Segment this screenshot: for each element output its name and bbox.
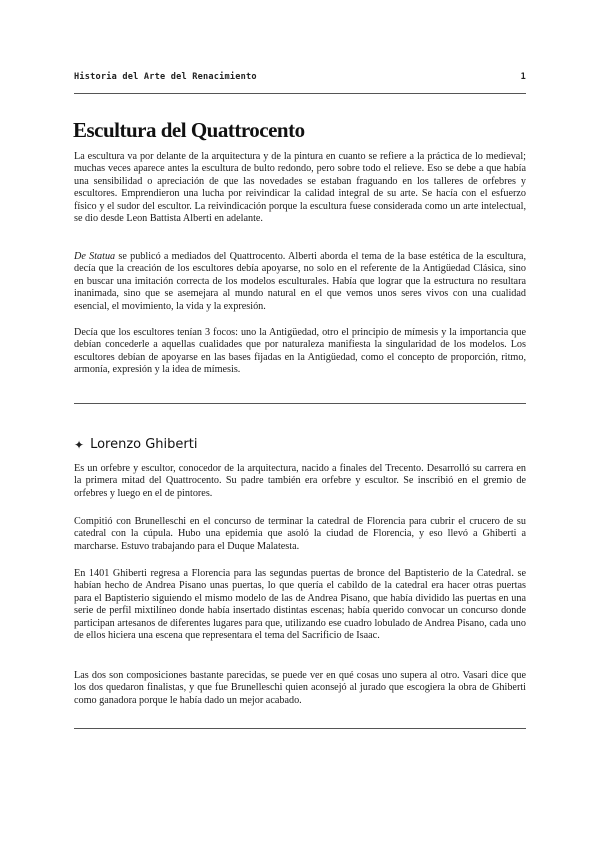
paragraph-focos: Decía que los escultores tenían 3 focos: uno la Antigüedad, otro el principio de mímesis y la importancia que debían concederle a aquellas cualidades que por naturaleza manifiesta la singularidad de los modelos. Los escultores debían de apoyarse en las bases fijadas en la Antigüedad, como el concepto de proporción, ritmo, armonía, expresión y la idea de mímesis. [74, 327, 526, 376]
paragraph-ghiberti-bio: Es un orfebre y escultor, conocedor de la arquitectura, nacido a finales del Trecento. Desarrolló su carrera en la primera mitad del Quattrocento. Su padre también era orfebre y escultor. Se inscribió en el gremio de orfebres y luego en el de pintores. [74, 463, 526, 499]
page-number: 1 [520, 72, 526, 82]
header-divider [74, 93, 526, 94]
book-title-de-statua: De Statua [74, 251, 116, 262]
star-bullet-icon: ✦ [74, 437, 85, 452]
paragraph-de-statua [74, 251, 526, 313]
paragraph-baptisterio: En 1401 Ghiberti regresa a Florencia para las segundas puertas de bronce del Baptisterio de la Catedral. se habían hecho de Andrea Pisano unas puertas, lo que quería el cabildo de la catedral era hacer otras puertas para el Baptisterio siguiendo el mismo modelo de las de Andrea Pisano, que había dividido las puertas en una serie de perfil mixtilíneo donde había insertado distintas escenas; había querido convocar un concurso donde participan artesanos de diferentes lugares para que, utilizando ese cuadro lobulado de Andrea Pisano, cada uno de ellos hiciera una escena que representara el tema del Sacrificio de Isaac. [74, 568, 526, 642]
paragraph-brunelleschi: Compitió con Brunelleschi en el concurso de terminar la catedral de Florencia para cubrir el crucero de su catedral con la cúpula. Hubo una epidemia que asoló la ciudad de Florencia, y eso llevó a Ghiberti a marcharse. Estuvo trabajando para el Duque Malatesta. [74, 516, 526, 552]
section-title-escultura: Escultura del Quattrocento [73, 118, 305, 142]
section-title-ghiberti-text: Lorenzo Ghiberti [90, 437, 198, 452]
running-title: Historia del Arte del Renacimiento [74, 72, 257, 82]
paragraph-de-statua-text: se publicó a mediados del Quattrocento. Alberti aborda el tema de la base estética de la escultura, decía que la creación de los escultores debía apoyarse, no solo en el referente de la Antigüedad Clásica, sino en buscar una imitación correcta de los modelos esculturales. Había que lograr que la estructura no resultara inanimada, sino que se asemejara al mundo natural en el que vemos unos seres vivos con una cualidad esencial, el movimiento, la vida y la expresión. [74, 251, 526, 312]
running-header [74, 72, 526, 82]
paragraph-composiciones: Las dos son composiciones bastante parecidas, se puede ver en qué cosas uno supera al otro. Vasari dice que los dos quedaron finalistas, y que fue Brunelleschi quien aconsejó al jurado que escogiera la obra de Ghiberti como ganadora porque le había dado un mejor acabado. [74, 670, 526, 706]
section-title-ghiberti [74, 437, 197, 452]
paragraph-escultura-intro: La escultura va por delante de la arquitectura y de la pintura en cuanto se refiere a la práctica de lo medieval; muchas veces aparece antes la escultura de bulto redondo, pero sobre todo el relieve. Eso se debe a que había una sensibilidad o apreciación de que las novedades se estaban fraguando en los talleres de orfebres y escultores. Emprendieron una lucha por reivindicar la calidad integral de su arte. Se hacía con el esfuerzo físico y el sudor del escultor. La reivindicación porque la escultura fuese considerada como un arte intelectual, se dio desde Leon Battista Alberti en adelante. [74, 151, 526, 225]
section-divider [74, 403, 526, 404]
footer-divider [74, 728, 526, 729]
